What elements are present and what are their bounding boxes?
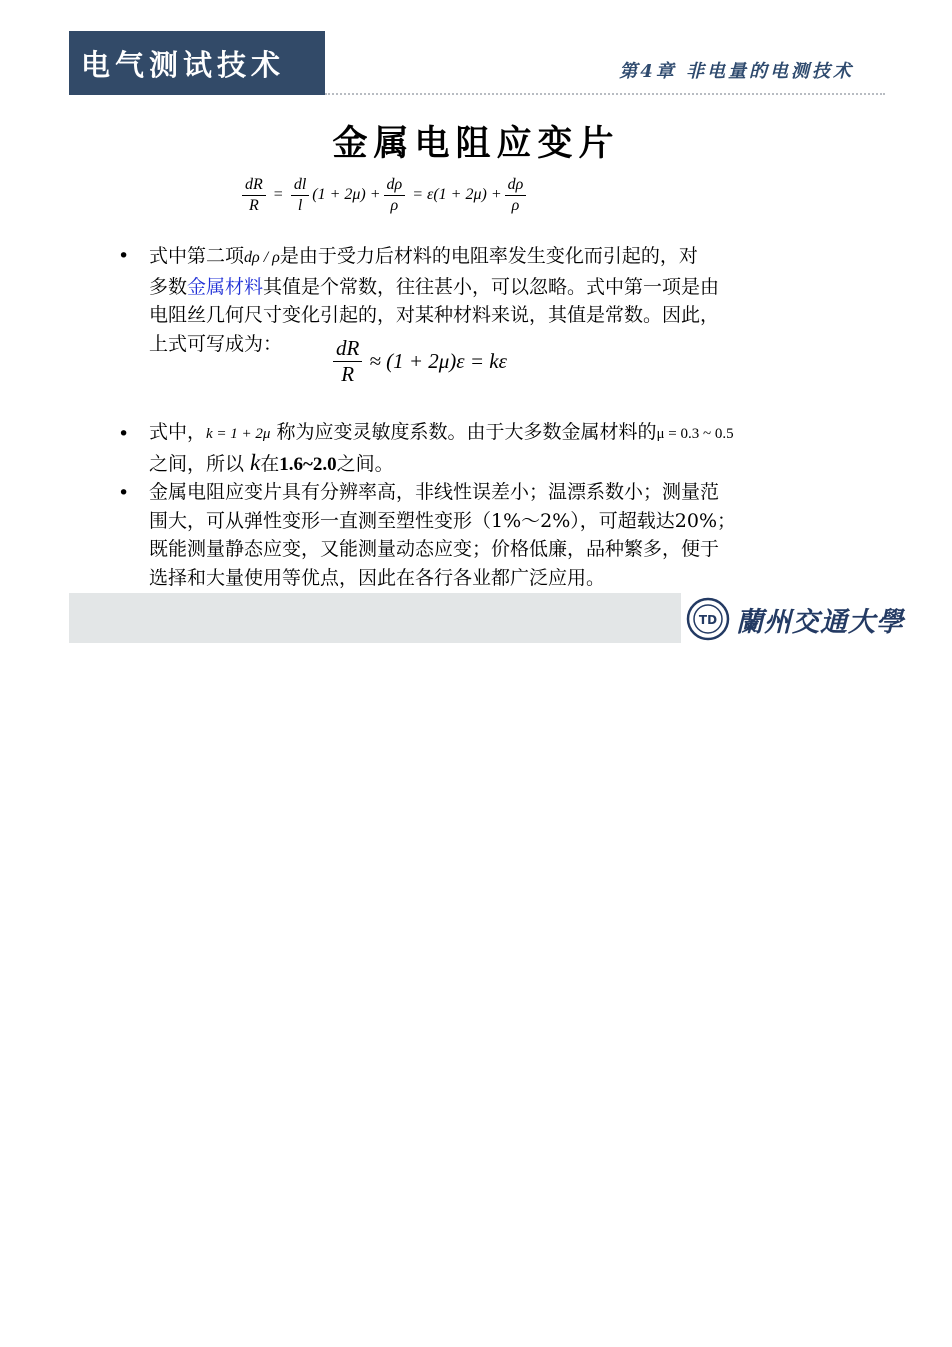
university-name: 蘭州交通大學 [736,606,904,638]
fraction-dR-R: $\frac{dR}{R}$ [333,337,362,386]
text-line: 选择和大量使用等优点，因此在各行各业都广泛应用。 [149,566,606,589]
bullet-paragraph-3 [149,478,849,592]
text-line: 上式可写成为： [149,332,283,355]
math-inline: k = 1 + 2μ [206,426,271,442]
header-divider [325,93,885,95]
equation-gauge-factor [330,337,507,386]
fraction-drho-rho: $\frac{d\rho}{\rho}$ [384,176,406,214]
university-logo [686,597,904,641]
seal-text: TD [698,613,718,627]
text-line: 多数金属材料其值是个常数，往往甚小，可以忽略。式中第一项是由 [149,275,720,298]
equation-rhs: ≈ (1 + 2μ)ε = kε [369,349,507,374]
text-line: 既能测量静态应变，又能测量动态应变；价格低廉，品种繁多，便于 [149,538,720,560]
course-title-banner [69,31,325,95]
bullet-marker: • [118,245,130,267]
text-line: 金属电阻应变片具有分辨率高，非线性误差小；温漂系数小；测量范 [149,481,720,503]
equals-sign: = [273,186,283,204]
text-line: 之间，所以 k在1.6~2.0之间。 [149,449,394,475]
text-line: 电阻丝几何尺寸变化引起的，对某种材料来说，其值是常数。因此， [149,304,720,326]
equation-term: = ε(1 + 2μ) + [412,186,502,204]
equation-term: (1 + 2μ) + [312,186,381,204]
bullet-marker: • [118,482,130,504]
bullet-paragraph-2 [149,418,879,479]
footer-band [69,593,681,643]
course-title: 电气测试技术 [81,47,286,82]
text-line: 式中，k = 1 + 2μ 称为应变灵敏度系数。由于大多数金属材料的μ = 0.3 ~ 0.5 [149,421,734,443]
metal-material-link[interactable]: 金属材料 [187,275,264,298]
bullet-marker: • [118,423,130,445]
text-line: 式中第二项dρ / ρ是由于受力后材料的电阻率发生变化而引起的，对 [149,245,698,267]
math-inline: μ = 0.3 ~ 0.5 [656,426,734,442]
text-line: 围大，可从弹性变形一直测至塑性变形（1%～2%），可超载达20%； [149,509,737,532]
math-inline: k [250,449,261,475]
university-seal-icon [686,597,730,641]
fraction-drho-rho: $\frac{d\rho}{\rho}$ [505,176,527,214]
fraction-dl-l: $\frac{dl}{l}$ [291,176,309,214]
range-value: 1.6~2.0 [279,453,337,475]
chapter-label: 第4章 非电量的电测技术 [619,61,854,82]
equation-relative-resistance [239,176,529,214]
fraction-dR-R: $\frac{dR}{R}$ [242,176,266,214]
math-inline: dρ / ρ [244,249,280,266]
slide-title: 金属电阻应变片 [332,123,620,164]
